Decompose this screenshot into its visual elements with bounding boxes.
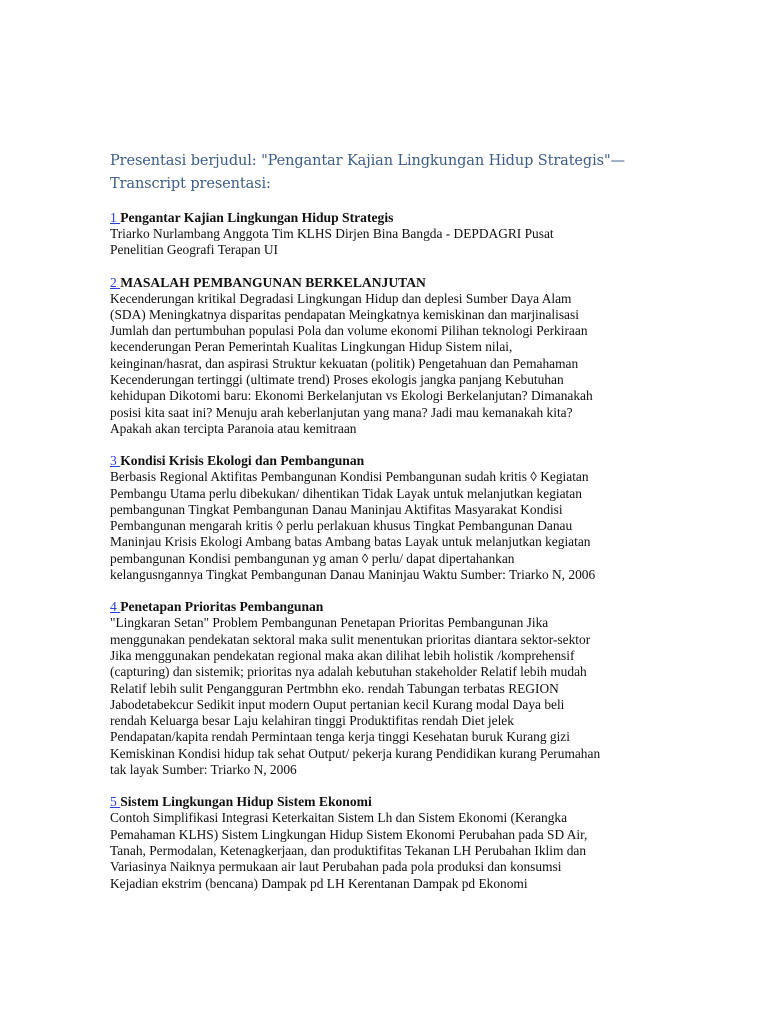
slide-section xyxy=(110,794,710,891)
body-line: Kecenderungan tertinggi (ultimate trend) Proses ekologis jangka panjang Kebutuhan xyxy=(110,372,564,388)
body-line: Maninjau Krisis Ekologi Ambang batas Ambang batas Layak untuk melanjutkan kegiatan xyxy=(110,534,591,550)
body-line: Contoh Simplifikasi Integrasi Keterkaitan Sistem Lh dan Sistem Ekonomi (Kerangka xyxy=(110,810,568,826)
section-body xyxy=(110,291,710,438)
section-heading-text: Pengantar Kajian Lingkungan Hidup Strategis xyxy=(120,210,394,225)
body-line: Kejadian ekstrim (bencana) Dampak pd LH Kerentanan Dampak pd Ekonomi xyxy=(110,875,528,891)
body-line: Kecenderungan kritikal Degradasi Lingkungan Hidup dan deplesi Sumber Daya Alam xyxy=(110,290,572,306)
section-heading xyxy=(110,275,710,291)
slide-number-link[interactable]: 5 xyxy=(110,794,121,810)
body-line: kehidupan Dikotomi baru: Ekonomi Berkelanjutan vs Ekologi Berkelanjutan? Dimanakah xyxy=(110,388,593,404)
section-list xyxy=(110,210,710,892)
slide-section xyxy=(110,210,710,259)
body-line: Tanah, Permodalan, Ketenagkerjaan, dan produktifitas Tekanan LH Perubahan Iklim dan xyxy=(110,842,587,858)
body-line: pembangunan Kondisi pembangunan yg aman ◊ perlu/ dapat dipertahankan xyxy=(110,550,515,566)
body-line: Pendapatan/kapita rendah Permintaan tenga kerja tinggi Kesehatan buruk Kurang gizi xyxy=(110,729,570,745)
body-line: (SDA) Meningkatnya disparitas pendapatan Meingkatnya kemiskinan dan marjinalisasi xyxy=(110,306,579,322)
body-line: Berbasis Regional Aktifitas Pembangunan Kondisi Pembangunan sudah kritis ◊ Kegiatan xyxy=(110,469,589,485)
body-line: Jika menggunakan pendekatan regional maka akan dilihat lebih holistik /komprehensif xyxy=(110,647,575,663)
body-line: (capturing) dan sistemik; prioritas nya adalah kebutuhan stakeholder Relatif lebih mudah xyxy=(110,664,587,680)
section-heading-text: Sistem Lingkungan Hidup Sistem Ekonomi xyxy=(120,794,372,810)
body-line: Pembangunan mengarah kritis ◊ perlu perlakuan khusus Tingkat Pembangunan Danau xyxy=(110,518,573,534)
section-body xyxy=(110,226,710,259)
body-line: posisi kita saat ini? Menuju arah keberlanjutan yang mana? Jadi mau kemanakah kita? xyxy=(110,404,573,420)
section-heading xyxy=(110,794,710,810)
body-line: Relatif lebih sulit Pengangguran Pertmbhn eko. rendah Tabungan terbatas REGION xyxy=(110,680,559,696)
section-body xyxy=(110,810,710,891)
section-body xyxy=(110,615,710,778)
body-line: pembangunan Tingkat Pembangunan Danau Maninjau Aktifitas Masyarakat Kondisi xyxy=(110,501,563,517)
body-line: rendah Keluarga besar Laju kelahiran tinggi Produktifitas rendah Diet jelek xyxy=(110,713,514,729)
body-line: Apakah akan tercipta Paranoia atau kemitraan xyxy=(110,420,357,436)
section-heading xyxy=(110,210,710,226)
body-line: Kemiskinan Kondisi hidup tak sehat Output/ pekerja kurang Pendidikan kurang Perumahan xyxy=(110,745,601,761)
body-line: Triarko Nurlambang Anggota Tim KLHS Dirjen Bina Bangda - DEPDAGRI Pusat xyxy=(110,226,554,241)
slide-number-link[interactable]: 2 xyxy=(110,274,121,290)
body-line: "Lingkaran Setan" Problem Pembangunan Penetapan Prioritas Pembangunan Jika xyxy=(110,615,549,631)
section-heading xyxy=(110,599,710,615)
body-line: Jabodetabekcur Sedikit input modern Ouput pertanian kecil Kurang modal Daya beli xyxy=(110,696,565,712)
body-line: Pemahaman KLHS) Sistem Lingkungan Hidup Sistem Ekonomi Perubahan pada SD Air, xyxy=(110,826,588,842)
body-line: Variasinya Naiknya permukaan air laut Perubahan pada pola produksi dan konsumsi xyxy=(110,859,562,875)
section-body xyxy=(110,469,710,583)
slide-number-link[interactable]: 3 xyxy=(110,453,121,469)
slide-section xyxy=(110,599,710,778)
page-title-line-2: Transcript presentasi: xyxy=(110,176,271,192)
section-heading-text: Penetapan Prioritas Pembangunan xyxy=(120,599,324,615)
page-title xyxy=(110,150,710,196)
body-line: keinginan/hasrat, dan aspirasi Struktur kekuatan (politik) Pengetahuan dan Pemahaman xyxy=(110,355,579,371)
document-page xyxy=(110,150,710,908)
section-heading-text: Kondisi Krisis Ekologi dan Pembangunan xyxy=(120,453,365,469)
body-line: kelangusngannya Tingkat Pembangunan Danau Maninjau Waktu Sumber: Triarko N, 2006 xyxy=(110,567,596,583)
slide-number-link[interactable]: 1 xyxy=(110,210,121,225)
page-title-line-1: Presentasi berjudul: "Pengantar Kajian Lingkungan Hidup Strategis"— xyxy=(110,153,625,169)
slide-section xyxy=(110,453,710,583)
section-heading xyxy=(110,453,710,469)
slide-section xyxy=(110,275,710,438)
body-line: menggunakan pendekatan sektoral maka sulit menentukan prioritas diantara sektor-sektor xyxy=(110,631,591,647)
slide-number-link[interactable]: 4 xyxy=(110,599,121,615)
body-line: Jumlah dan pertumbuhan populasi Pola dan volume ekonomi Pilihan teknologi Perkiraan xyxy=(110,323,588,339)
body-line: kecenderungan Peran Pemerintah Kualitas Lingkungan Hidup Sistem nilai, xyxy=(110,339,513,355)
body-line: Pembangu Utama perlu dibekukan/ dihentikan Tidak Layak untuk melanjutkan kegiatan xyxy=(110,485,582,501)
section-heading-text: MASALAH PEMBANGUNAN BERKELANJUTAN xyxy=(120,274,426,290)
body-line: tak layak Sumber: Triarko N, 2006 xyxy=(110,762,297,778)
body-line: Penelitian Geografi Terapan UI xyxy=(110,242,278,258)
